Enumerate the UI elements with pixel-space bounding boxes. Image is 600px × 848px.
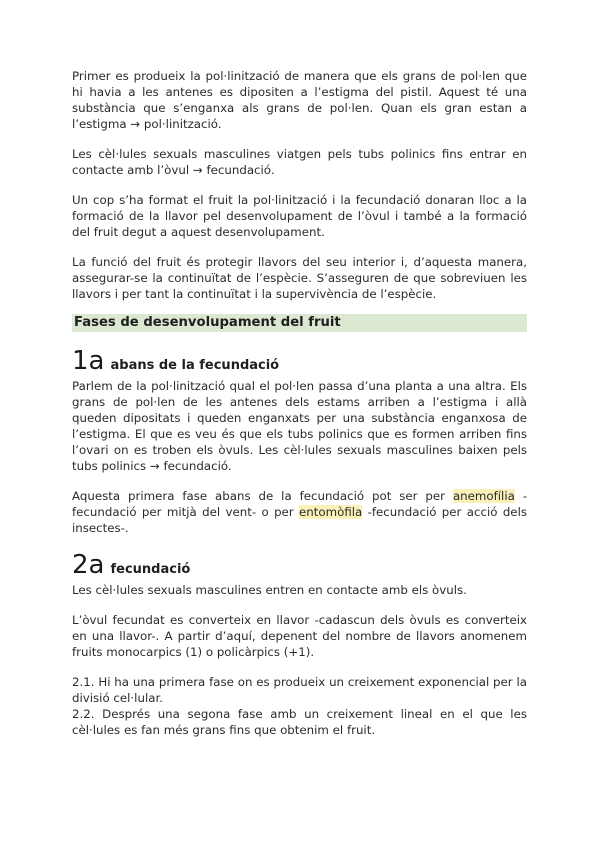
phase-1-number: 1a: [72, 346, 105, 376]
phase-1-p2-text-a: Aquesta primera fase abans de la fecundació pot ser per: [72, 489, 453, 503]
intro-paragraph-1: Primer es produeix la pol·linització de manera que els grans de pol·len que hi havia a les antenes es dipositen a l’estigma del pistil. Aquest té una substància que s’enganxa als grans de pol·len. Quan els gran estan a l’estigma → pol·linització.: [72, 69, 527, 131]
phase-1-heading: [72, 346, 527, 376]
phase-2-number: 2a: [72, 550, 105, 580]
phase-2-paragraph-4: 2.2. Després una segona fase amb un creixement lineal en el que les cèl·lules es fan més grans fins que obtenim el fruit.: [72, 707, 527, 737]
phase-1-title: abans de la fecundació: [110, 358, 280, 373]
document-page: [72, 68, 527, 738]
phase-2-paragraph-2: L’òvul fecundat es converteix en llavor -cadascun dels òvuls es converteix en una llavor-. A partir d’aquí, depenent del nombre de llavors anomenem fruits monocarpics (1) o policàrpics (+1).: [72, 613, 527, 659]
phase-1-p2-text-c: -fecundació per acció dels insectes-.: [72, 505, 527, 535]
phase-1-paragraph-2: [72, 488, 527, 536]
phase-1-p2-text-b: -fecundació per mitjà del vent- o per: [72, 489, 527, 519]
intro-paragraph-2: Les cèl·lules sexuals masculines viatgen pels tubs polinics fins entrar en contacte amb l’òvul → fecundació.: [72, 147, 527, 177]
section-heading: Fases de desenvolupament del fruit: [72, 314, 527, 332]
phase-2-paragraph-1: Les cèl·lules sexuals masculines entren en contacte amb els òvuls.: [72, 583, 467, 597]
highlight-entomofila: entomòfila: [299, 505, 363, 519]
intro-paragraph-3: Un cop s’ha format el fruit la pol·linització i la fecundació donaran lloc a la formació de la llavor pel desenvolupament de l’òvul i també a la formació del fruit degut a aquest desenvolupament.: [72, 193, 527, 239]
phase-1-paragraph-1: Parlem de la pol·linització qual el pol·len passa d’una planta a una altra. Els grans de pol·len de les antenes dels estams arriben a l’estigma i allà queden dipositats i queden enganxats per una substància enganxosa de l’estigma. El que es veu és que els tubs polinics que es formen arriben fins l’ovari on es troben els òvuls. Les cèl·lules sexuals masculines baixen pels tubs polinics → fecundació.: [72, 379, 527, 473]
intro-paragraph-4: La funció del fruit és protegir llavors del seu interior i, d’aquesta manera, assegurar-se la continuïtat de l’espècie. S’asseguren de que sobreviuen les llavors i per tant la continuïtat i la supervivència de l’espècie.: [72, 255, 527, 301]
phase-2-paragraph-3: 2.1. Hi ha una primera fase on es produeix un creixement exponencial per la divisió cel·lular.: [72, 675, 527, 705]
phase-2-heading: [72, 550, 527, 580]
phase-2-title: fecundació: [110, 562, 191, 577]
highlight-anemofilia: anemofília: [452, 489, 515, 503]
